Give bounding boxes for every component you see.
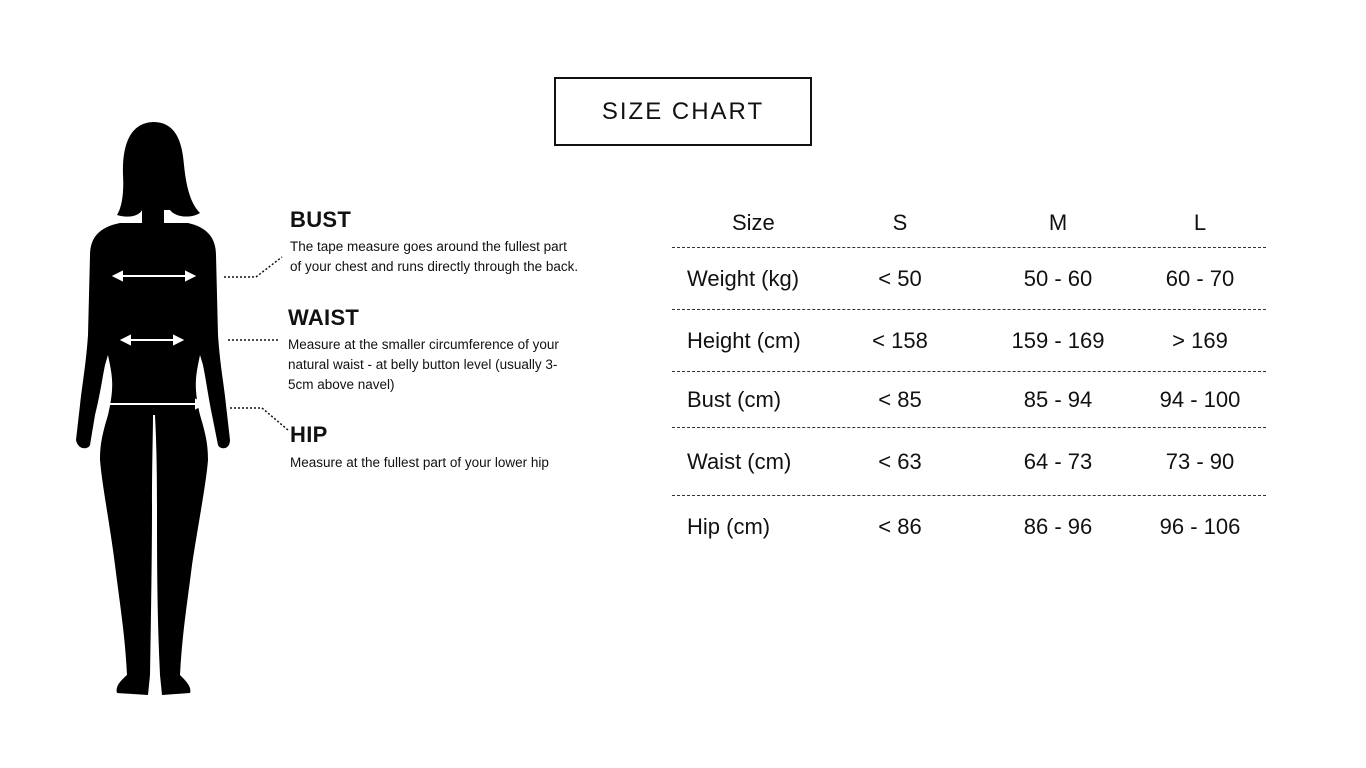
row-label: Waist (cm) (687, 448, 792, 474)
waist-heading: WAIST (288, 305, 360, 330)
waist-description-line-3: 5cm above navel) (288, 377, 395, 392)
table-row (672, 496, 1266, 557)
header-size: Size (732, 209, 775, 235)
hip-heading: HIP (290, 422, 328, 447)
row-label: Bust (cm) (687, 386, 782, 412)
table-row (672, 248, 1266, 310)
waist-description-line-2: natural waist - at belly button level (usually 3- (288, 357, 558, 372)
table-header-row (672, 198, 1266, 248)
size-table (672, 198, 1266, 557)
header-m: M (1048, 209, 1068, 235)
female-silhouette-icon (60, 115, 300, 705)
cell-l: 73 - 90 (1165, 448, 1235, 474)
bust-heading: BUST (290, 207, 352, 232)
hip-description-line-1: Measure at the fullest part of your lower hip (290, 455, 549, 470)
table-row (672, 372, 1266, 428)
header-l: L (1193, 209, 1207, 235)
cell-l: > 169 (1172, 327, 1228, 353)
cell-l: 94 - 100 (1159, 386, 1241, 412)
cell-m: 86 - 96 (1023, 513, 1093, 539)
cell-l: 96 - 106 (1159, 513, 1241, 539)
page-title: SIZE CHART (554, 77, 812, 146)
cell-m: 64 - 73 (1023, 448, 1093, 474)
row-label: Height (cm) (687, 327, 801, 353)
cell-m: 50 - 60 (1023, 265, 1093, 291)
cell-s: < 63 (878, 448, 922, 474)
waist-description-line-1: Measure at the smaller circumference of your (288, 337, 559, 352)
cell-s: < 158 (872, 327, 928, 353)
cell-s: < 86 (878, 513, 922, 539)
header-s: S (892, 209, 908, 235)
cell-s: < 50 (878, 265, 922, 291)
cell-m: 159 - 169 (1011, 327, 1105, 353)
row-label: Hip (cm) (687, 513, 771, 539)
cell-m: 85 - 94 (1023, 386, 1093, 412)
cell-l: 60 - 70 (1165, 265, 1235, 291)
bust-description-line-2: of your chest and runs directly through the back. (290, 259, 579, 274)
table-row (672, 310, 1266, 372)
cell-s: < 85 (878, 386, 922, 412)
bust-description-line-1: The tape measure goes around the fullest part (290, 239, 567, 254)
row-label: Weight (kg) (687, 265, 800, 291)
table-row (672, 428, 1266, 496)
